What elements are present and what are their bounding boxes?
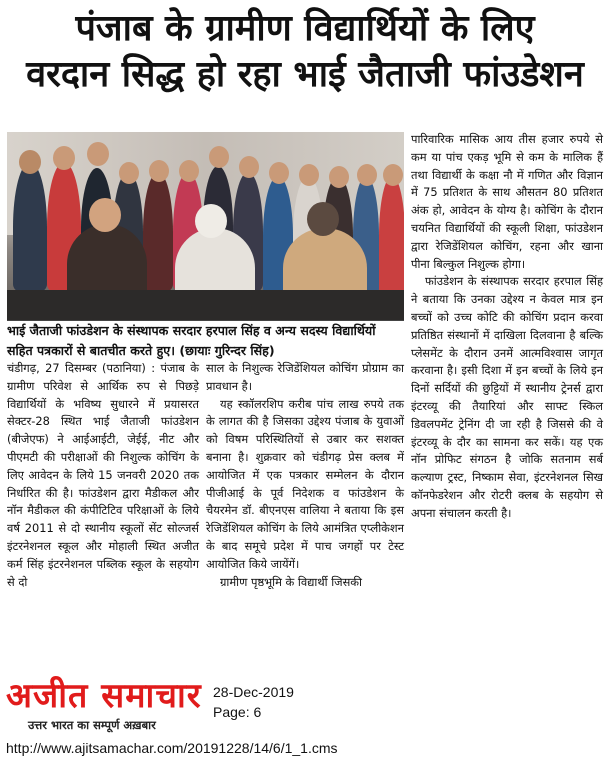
newspaper-tagline: उत्तर भारत का सम्पूर्ण अख़बार — [28, 718, 156, 732]
headline-line-2: वरदान सिद्ध हो रहा भाई जैताजी फांउडेशन — [26, 54, 584, 95]
newspaper-masthead — [6, 676, 206, 733]
news-photo — [7, 132, 404, 321]
edition-info — [213, 682, 294, 722]
photo-caption: भाई जैताजी फांउडेशन के संस्थापक सरदार हरपाल सिंह व अन्य सदस्य विद्यार्थियों सहित पत्रकारों से बातचीत करते हुए। (छायाः गुरिन्दर सिंह) — [7, 323, 376, 358]
article-paragraph: यह स्कॉलरशिप करीब पांच लाख रुपये तक के लागत की है जिसका उद्देश्य पंजाब के युवाओं को विषम परिस्थितियों से उबार कर सशक्त बनाना है। शुक्रवार को चंडीगढ़ प्रेस क्लब में आयोजित में एक पत्रकार सम्मेलन के दौरान पीजीआई के पूर्व निदेशक व फांउडेशन के चैयरमेन डॉ. बीएनएस वालिया ने बताया कि इस रेजिडेंशियल कोचिंग के लिये आमंत्रित एप्लीकेशन के बाद समूचे प्रदेश में पाच जगहों पर टेस्ट आयोजित किये जायेंगें। — [206, 396, 404, 571]
article-column-2 — [206, 360, 404, 591]
article-paragraph: साल के निशुल्क रेजिडेंशियल कोचिंग प्रोग्राम का प्रावधान है। — [206, 361, 404, 393]
article-paragraph: फांउडेशन के संस्थापक सरदार हरपाल सिंह ने बताया कि उनका उद्देश्य न केवल मात्र इन बच्चों को उच्च कोटि की कोचिंग प्रदान करवा प्रतिष्ठित संस्थानों में दाखिला दिलवाना है बल्कि प्लेसमेंट के दौरान उनमें आत्मविश्वास जागृत करवाना है। इसी दिशा में इन बच्चों के लिये इन दिनों सर्दियों की छुट्टियों में स्थानीय ट्रेनर्स द्वारा इंटरव्यू की तैयारियां और साफ्ट स्किल डिवलपमेंट ट्रेनिंग दी जा रही है जिससे की वे इंटरव्यू के दौर का सामना कर सकें। यह एक नॉन प्रोफिट संगठन है जोकि सतनाम सर्ब कल्याण ट्रस्ट, निष्काम सेवा, इंटरनेशनल सिख कॉनफेडरेशन और रोटरी क्लब के सहयोग से अपना संचालन करती है। — [411, 274, 603, 520]
headline — [0, 6, 610, 98]
article-paragraph: चंडीगढ़, 27 दिसम्बर (पठानिया) : पंजाब के ग्रामीण परिवेश से आर्थिक रुप से पिछड़े विद्यार्थियों के भविष्य सुधारने में प्रयासरत सेक्टर-28 स्थित भाई जैताजी फांउडेशन (बीजेएफ) ने आईआईटी, जेईई, नीट और पीएमटी की परीक्षाओं की निशुल्क कोचिंग के लिए आवेदन के लिये 15 जनवरी 2020 तक निर्धारित की है। फांउडेशन द्वारा मैडीकल और नॉन मैडीकल की कंपीटिटिव परिक्षाओं के लिये वर्ष 2011 से दो स्थानीय स्कूलों सेंट सोल्जर्स इंटरनेशनल स्कूल और मोहाली स्थित अजीत कर्म सिंह इंटरनेशनल पब्लिक स्कूल के सहयोग से दो — [7, 361, 199, 589]
headline-line-1: पंजाब के ग्रामीण विद्यार्थियों के लिए — [75, 8, 535, 49]
edition-date: 28-Dec-2019 — [213, 684, 294, 700]
article-paragraph: पारिवारिक मासिक आय तीस हजार रुपये से कम या पांच एकड़ भूमि से कम के मालिक हैं तथा विद्यार्थी के कक्षा नौ में गणित और विज्ञान में 75 प्रतिशत के साथ औसतन 80 प्रतिशत अंक हो, आवेदन के योग्य है। कोचिंग के दौरान चयनित विद्यार्थियों की स्कूली शिक्षा, फांउडेशन द्वारा रेजिडेंशियल कोचिंग, रहना और खाना पीना बिल्कुल निशुल्क होगा। — [411, 132, 603, 271]
article-column-1 — [7, 360, 199, 591]
edition-page: Page: 6 — [213, 704, 262, 720]
source-url[interactable]: http://www.ajitsamachar.com/20191228/14/6/1_1.cms — [6, 740, 338, 756]
article-paragraph: ग्रामीण पृष्ठभूमि के विद्यार्थी जिसकी — [220, 574, 362, 589]
article-column-3 — [411, 131, 603, 523]
newspaper-logo: अजीत समाचार — [6, 676, 202, 716]
